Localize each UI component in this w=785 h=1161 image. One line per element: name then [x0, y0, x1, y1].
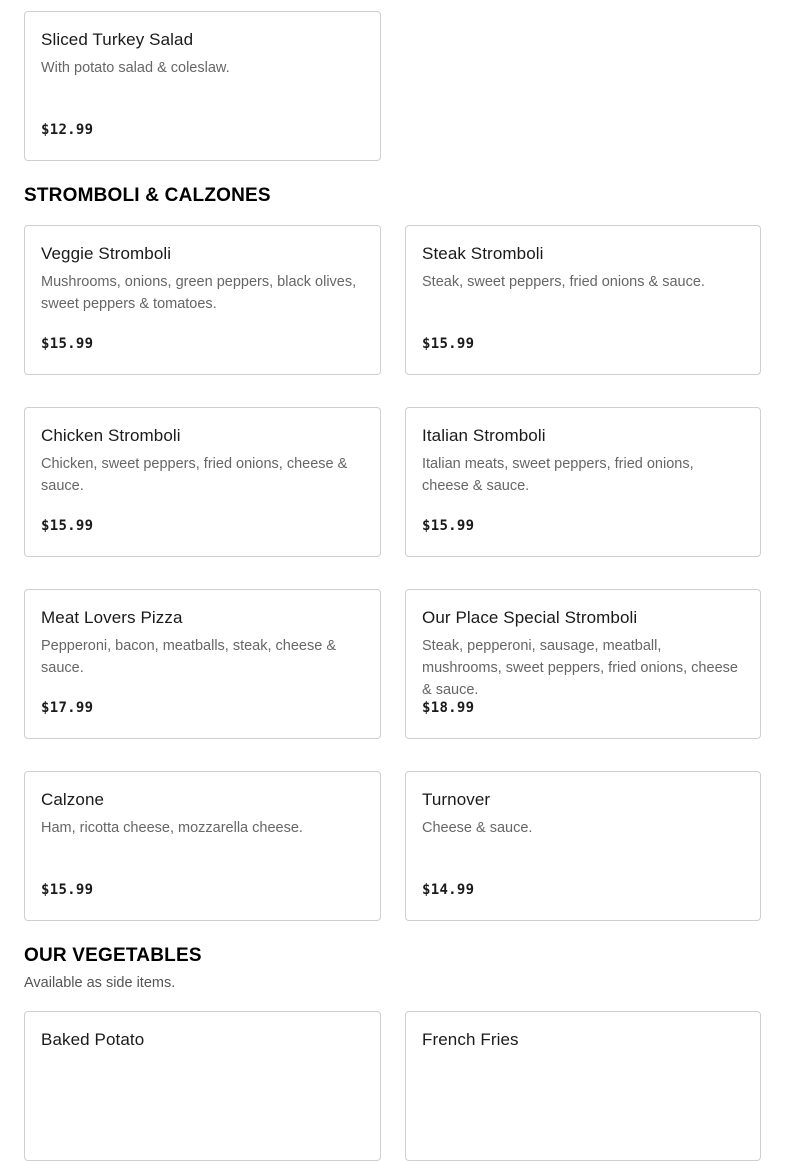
- section-title: STROMBOLI & CALZONES: [24, 185, 271, 206]
- item-price: $15.99: [422, 518, 475, 534]
- item-price: $15.99: [41, 882, 94, 898]
- item-name: Steak Stromboli: [422, 244, 544, 263]
- item-price: $17.99: [41, 700, 94, 716]
- item-name: Sliced Turkey Salad: [41, 30, 194, 49]
- item-name: Calzone: [41, 790, 105, 809]
- item-name: Turnover: [422, 790, 491, 809]
- item-description: Ham, ricotta cheese, mozzarella cheese.: [41, 820, 303, 836]
- item-description: Steak, pepperoni, sausage, meatball, mushrooms, sweet peppers, fried onions, cheese & sauce.: [422, 638, 738, 698]
- item-name: Meat Lovers Pizza: [41, 608, 183, 627]
- item-name: Our Place Special Stromboli: [422, 608, 638, 627]
- item-description: Chicken, sweet peppers, fried onions, cheese & sauce.: [41, 456, 348, 494]
- item-price: $15.99: [422, 336, 475, 352]
- item-description: Cheese & sauce.: [422, 820, 533, 836]
- item-description: With potato salad & coleslaw.: [41, 60, 230, 76]
- section-subtitle: Available as side items.: [24, 975, 176, 991]
- menu-item-card[interactable]: [405, 771, 761, 921]
- item-name: Italian Stromboli: [422, 426, 546, 445]
- section-title: OUR VEGETABLES: [24, 945, 202, 966]
- menu-item-card[interactable]: [24, 589, 381, 739]
- menu-item-card[interactable]: [405, 407, 761, 557]
- menu-item-card[interactable]: [405, 589, 761, 739]
- item-price: $15.99: [41, 336, 94, 352]
- menu-item-card[interactable]: [24, 407, 381, 557]
- menu-item-card[interactable]: [24, 771, 381, 921]
- item-price: $12.99: [41, 122, 94, 138]
- menu-item-card[interactable]: [405, 225, 761, 375]
- menu-item-card[interactable]: [24, 225, 381, 375]
- item-price: $14.99: [422, 882, 475, 898]
- menu-item-card[interactable]: [24, 11, 381, 161]
- item-price: $18.99: [422, 700, 475, 716]
- item-price: $15.99: [41, 518, 94, 534]
- item-name: French Fries: [422, 1030, 519, 1049]
- item-description: Italian meats, sweet peppers, fried onions, cheese & sauce.: [422, 456, 694, 494]
- menu-item-card[interactable]: [405, 1011, 761, 1161]
- item-name: Chicken Stromboli: [41, 426, 181, 445]
- item-description: Steak, sweet peppers, fried onions & sauce.: [422, 274, 705, 290]
- item-description: Mushrooms, onions, green peppers, black olives, sweet peppers & tomatoes.: [41, 274, 357, 312]
- item-name: Baked Potato: [41, 1030, 145, 1049]
- item-description: Pepperoni, bacon, meatballs, steak, cheese & sauce.: [41, 638, 337, 676]
- menu-item-card[interactable]: [24, 1011, 381, 1161]
- item-name: Veggie Stromboli: [41, 244, 172, 263]
